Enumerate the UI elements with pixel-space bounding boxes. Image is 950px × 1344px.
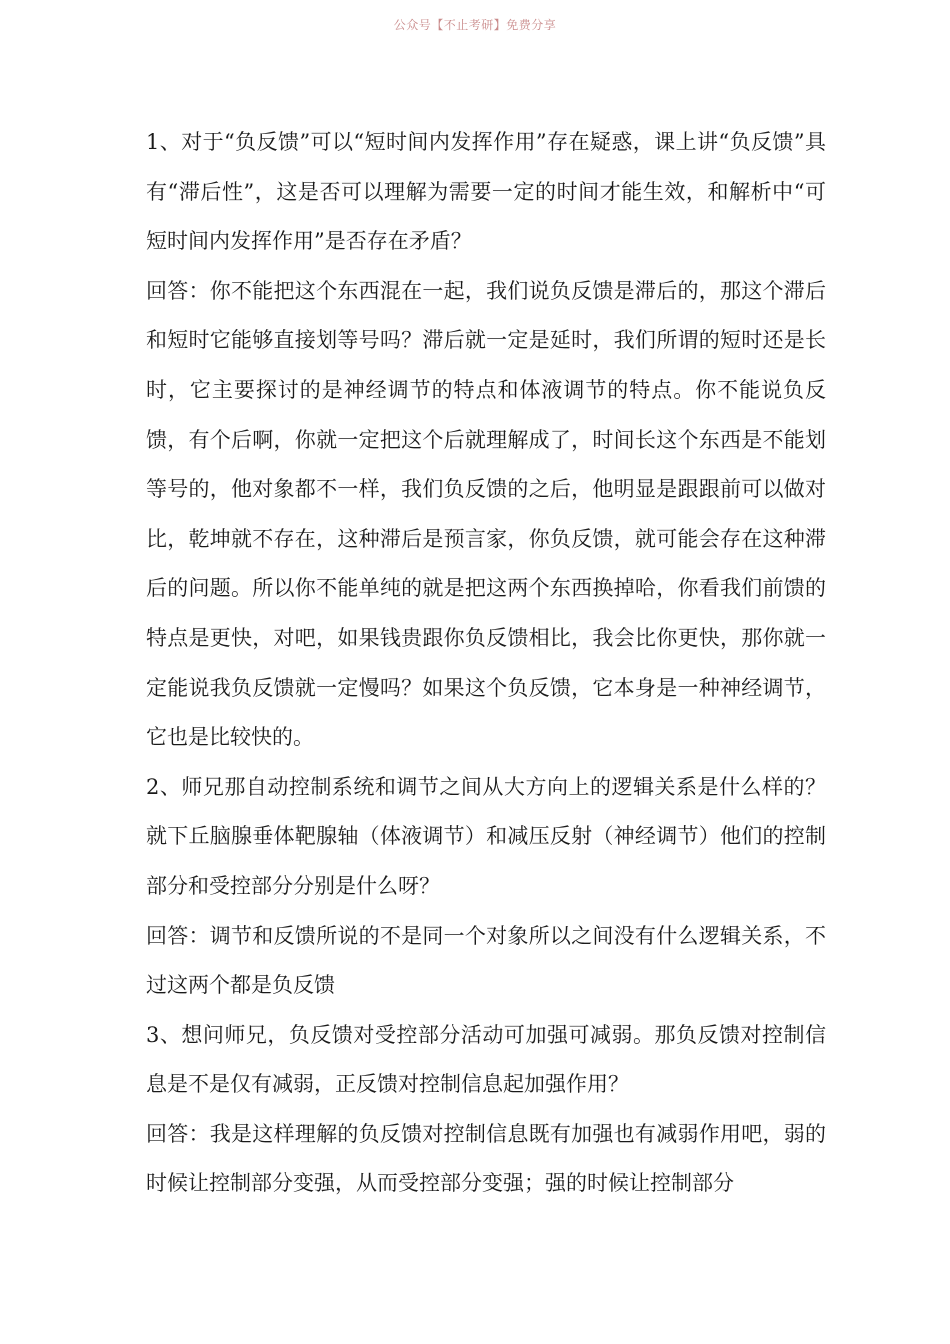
question-2: 2、师兄那自动控制系统和调节之间从大方向上的逻辑关系是什么样的？就下丘脑腺垂体靶腺轴（体液调节）和减压反射（神经调节）他们的控制部分和受控部分分别是什么呀？: [146, 774, 826, 898]
watermark-header: 公众号【不止考研】免费分享: [393, 18, 557, 32]
answer-2: 回答：调节和反馈所说的不是同一个对象所以之间没有什么逻辑关系，不过这两个都是负反馈: [146, 923, 826, 998]
question-1: 1、对于“负反馈”可以“短时间内发挥作用”存在疑惑，课上讲“负反馈”具有“滞后性”，这是否可以理解为需要一定的时间才能生效，和解析中“可短时间内发挥作用”是否存在矛盾？: [146, 130, 826, 254]
document-body: [146, 118, 826, 1209]
answer-1: 回答：你不能把这个东西混在一起，我们说负反馈是滞后的，那这个滞后和短时它能够直接划等号吗？滞后就一定是延时，我们所谓的短时还是长时，它主要探讨的是神经调节的特点和体液调节的特点。你不能说负反馈，有个后啊，你就一定把这个后就理解成了，时间长这个东西是不能划等号的，他对象都不一样，我们负反馈的之后，他明显是跟跟前可以做对比，乾坤就不存在，这种滞后是预言家，你负反馈，就可能会存在这种滞后的问题。所以你不能单纯的就是把这两个东西换掉哈，你看我们前馈的特点是更快，对吧，如果钱贵跟你负反馈相比，我会比你更快，那你就一定能说我负反馈就一定慢吗？如果这个负反馈，它本身是一种神经调节，它也是比较快的。: [146, 278, 826, 750]
answer-3: 回答：我是这样理解的负反馈对控制信息既有加强也有减弱作用吧，弱的时候让控制部分变强，从而受控部分变强；强的时候让控制部分: [146, 1121, 826, 1196]
question-3: 3、想问师兄，负反馈对受控部分活动可加强可减弱。那负反馈对控制信息是不是仅有减弱，正反馈对控制信息起加强作用？: [146, 1022, 826, 1097]
